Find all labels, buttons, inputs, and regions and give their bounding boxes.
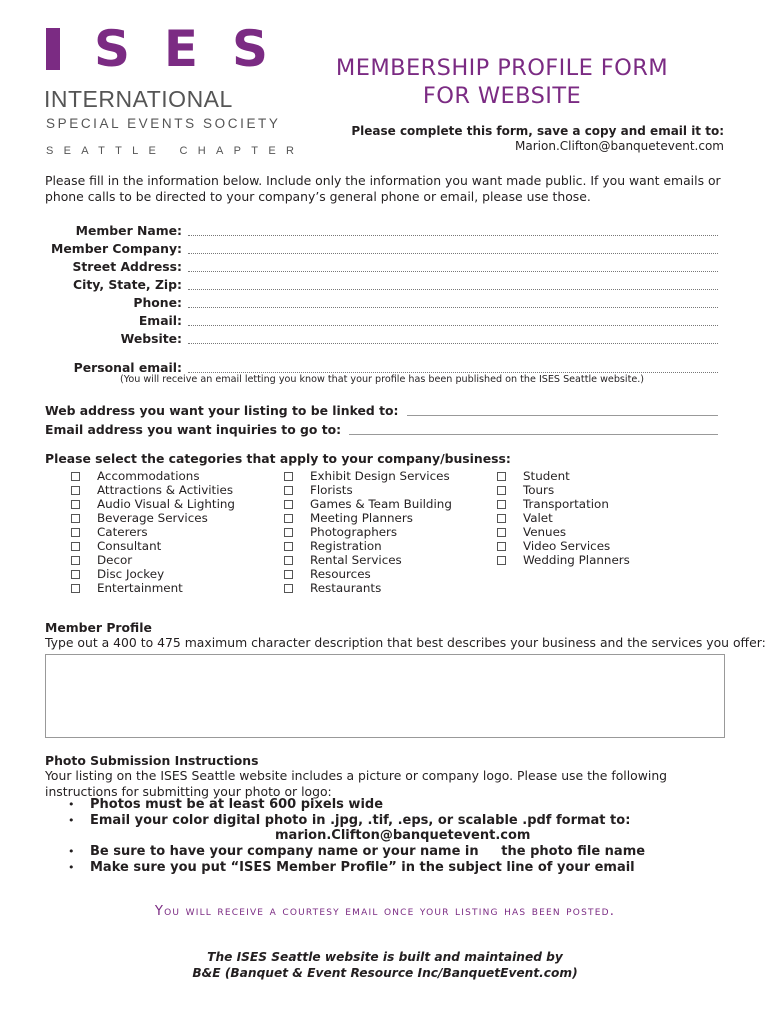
category-item[interactable]: [71, 581, 235, 595]
category-item[interactable]: [284, 553, 452, 567]
category-item[interactable]: [497, 469, 630, 483]
street-address-input[interactable]: [188, 270, 718, 272]
category-item[interactable]: [284, 497, 452, 511]
web-address-input[interactable]: [407, 415, 719, 416]
category-label: Consultant: [97, 539, 162, 553]
bullet-icon: •: [68, 861, 75, 874]
checkbox[interactable]: [71, 528, 80, 537]
category-item[interactable]: [497, 539, 630, 553]
category-item[interactable]: [284, 511, 452, 525]
category-item[interactable]: [497, 553, 630, 567]
footer-line-1: The ISES Seattle website is built and maintained by: [207, 950, 563, 964]
category-item[interactable]: [497, 483, 630, 497]
checkbox[interactable]: [497, 542, 506, 551]
ises-logo: [46, 20, 268, 78]
category-item[interactable]: [284, 483, 452, 497]
category-label: Attractions & Activities: [97, 483, 234, 497]
category-item[interactable]: [284, 469, 452, 483]
email-inquiries-label: Email address you want inquiries to go to:: [45, 422, 342, 437]
category-item[interactable]: [284, 581, 452, 595]
courtesy-notice: You will receive a courtesy email once your listing has been posted.: [154, 904, 616, 919]
city-state-zip-label: City, State, Zip:: [72, 277, 182, 292]
page-title: [280, 54, 724, 110]
category-label: Tours: [523, 483, 555, 497]
checkbox[interactable]: [497, 528, 506, 537]
photo-text: Your listing on the ISES Seattle website includes a picture or company logo. Please use the following instructions for submitting your photo or logo:: [45, 768, 668, 799]
phone-input[interactable]: [188, 306, 718, 308]
category-label: Games & Team Building: [310, 497, 452, 511]
category-label: Florists: [310, 483, 353, 497]
instructions-text: Please complete this form, save a copy and email it to:: [351, 124, 724, 138]
checkbox[interactable]: [284, 486, 293, 495]
category-item[interactable]: [71, 539, 235, 553]
photo-bullet-4: [68, 860, 635, 876]
logo-letter-s2: S: [231, 20, 268, 78]
city-state-zip-row: [40, 276, 718, 292]
logo-chapter: SEATTLE CHAPTER: [46, 145, 305, 157]
category-label: Entertainment: [97, 581, 183, 595]
category-label: Accommodations: [97, 469, 200, 483]
bullet-text: Be sure to have your company name or your name in the photo file name: [90, 844, 646, 859]
email-inquiries-input[interactable]: [349, 434, 718, 435]
title-line-1: MEMBERSHIP PROFILE FORM: [335, 55, 669, 81]
member-company-row: [40, 240, 718, 256]
logo-letter-s1: S: [93, 20, 130, 78]
checkbox[interactable]: [284, 556, 293, 565]
category-item[interactable]: [71, 511, 235, 525]
category-label: Disc Jockey: [97, 567, 165, 581]
checkbox[interactable]: [284, 500, 293, 509]
member-name-row: [40, 222, 718, 238]
email-row: [40, 312, 718, 328]
category-label: Student: [523, 469, 570, 483]
member-name-label: Member Name:: [75, 223, 182, 238]
category-label: Resources: [310, 567, 371, 581]
category-label: Meeting Planners: [310, 511, 413, 525]
checkbox[interactable]: [497, 514, 506, 523]
category-label: Registration: [310, 539, 382, 553]
member-profile-instruction: Type out a 400 to 475 maximum character description that best describes your business and the services you offer:: [45, 635, 766, 650]
category-item[interactable]: [71, 497, 235, 511]
category-label: Exhibit Design Services: [310, 469, 450, 483]
category-label: Video Services: [523, 539, 611, 553]
submit-instructions: [351, 124, 724, 154]
personal-email-row: [40, 359, 718, 375]
intro-text: Please fill in the information below. Include only the information you want made public. If you want emails or phone calls to be directed to your company’s general phone or email, please use those.: [45, 173, 721, 204]
web-address-row: [45, 402, 718, 418]
phone-row: [40, 294, 718, 310]
street-address-row: [40, 258, 718, 274]
checkbox[interactable]: [71, 500, 80, 509]
member-profile-heading: Member Profile: [45, 620, 152, 635]
photo-bullet-1: [68, 797, 383, 813]
checkbox[interactable]: [71, 514, 80, 523]
website-row: [40, 330, 718, 346]
bullet-icon: •: [68, 814, 75, 827]
checkbox[interactable]: [284, 514, 293, 523]
category-label: Restaurants: [310, 581, 382, 595]
category-item[interactable]: [284, 567, 452, 581]
checkbox[interactable]: [71, 542, 80, 551]
street-address-label: Street Address:: [72, 259, 182, 274]
category-label: Caterers: [97, 525, 148, 539]
member-company-input[interactable]: [188, 252, 718, 254]
category-item[interactable]: [284, 525, 452, 539]
category-item[interactable]: [497, 497, 630, 511]
bullet-icon: •: [68, 845, 75, 858]
checkbox[interactable]: [71, 486, 80, 495]
bullet-text: Email your color digital photo in .jpg, .tif, .eps, or scalable .pdf format to:: [90, 813, 631, 828]
member-name-input[interactable]: [188, 234, 718, 236]
category-item[interactable]: [71, 525, 235, 539]
email-input[interactable]: [188, 324, 718, 326]
category-label: Valet: [523, 511, 553, 525]
category-label: Venues: [523, 525, 567, 539]
website-label: Website:: [120, 331, 182, 346]
checkbox[interactable]: [284, 584, 293, 593]
checkbox[interactable]: [71, 556, 80, 565]
footer-line-2: B&E (Banquet & Event Resource Inc/BanquetEvent.com): [192, 966, 578, 980]
logo-international: INTERNATIONAL: [44, 86, 233, 112]
bullet-text: Make sure you put “ISES Member Profile” in the subject line of your email: [90, 860, 635, 875]
checkbox[interactable]: [497, 500, 506, 509]
email-label: Email:: [138, 313, 182, 328]
checkbox[interactable]: [284, 570, 293, 579]
city-state-zip-input[interactable]: [188, 288, 718, 290]
checkbox[interactable]: [284, 528, 293, 537]
member-company-label: Member Company:: [51, 241, 182, 256]
category-item[interactable]: [497, 511, 630, 525]
bullet-text: Photos must be at least 600 pixels wide: [90, 797, 384, 812]
photo-email[interactable]: marion.Clifton@banquetevent.com: [275, 828, 531, 843]
photo-bullet-3: [68, 844, 645, 860]
categories-column-3: [497, 469, 630, 567]
category-item[interactable]: [71, 567, 235, 581]
checkbox[interactable]: [497, 486, 506, 495]
checkbox[interactable]: [497, 556, 506, 565]
web-address-label: Web address you want your listing to be linked to:: [45, 403, 399, 418]
personal-email-note: (You will receive an email letting you know that your profile has been published on the ISES Seattle website.): [120, 374, 645, 385]
photo-heading: Photo Submission Instructions: [45, 753, 259, 768]
category-label: Beverage Services: [97, 511, 208, 525]
category-item[interactable]: [284, 539, 452, 553]
checkbox[interactable]: [284, 472, 293, 481]
category-label: Decor: [97, 553, 133, 567]
title-line-2: FOR WEBSITE: [422, 83, 582, 109]
checkbox[interactable]: [71, 472, 80, 481]
footer: [0, 949, 770, 981]
categories-heading: Please select the categories that apply to your company/business:: [45, 451, 511, 466]
category-label: Wedding Planners: [523, 553, 630, 567]
bullet-icon: •: [68, 798, 75, 811]
checkbox[interactable]: [284, 542, 293, 551]
member-profile-textarea[interactable]: [45, 654, 725, 738]
category-label: Audio Visual & Lighting: [97, 497, 235, 511]
category-item[interactable]: [71, 469, 235, 483]
checkbox[interactable]: [71, 584, 80, 593]
category-item[interactable]: [71, 483, 235, 497]
category-item[interactable]: [497, 525, 630, 539]
checkbox[interactable]: [497, 472, 506, 481]
website-input[interactable]: [188, 342, 718, 344]
categories-column-1: [71, 469, 235, 595]
instructions-email[interactable]: Marion.Clifton@banquetevent.com: [515, 139, 724, 153]
category-label: Rental Services: [310, 553, 402, 567]
categories-column-2: [284, 469, 452, 595]
category-label: Photographers: [310, 525, 398, 539]
email-inquiries-row: [45, 421, 718, 437]
photo-bullet-2: [68, 813, 630, 829]
logo-letter-i: [46, 28, 60, 70]
personal-email-input[interactable]: [188, 371, 718, 373]
category-label: Transportation: [523, 497, 609, 511]
category-item[interactable]: [71, 553, 235, 567]
phone-label: Phone:: [133, 295, 182, 310]
logo-society: SPECIAL EVENTS SOCIETY: [46, 116, 281, 131]
checkbox[interactable]: [71, 570, 80, 579]
logo-letter-e: E: [163, 20, 199, 78]
personal-email-label: Personal email:: [73, 360, 182, 375]
